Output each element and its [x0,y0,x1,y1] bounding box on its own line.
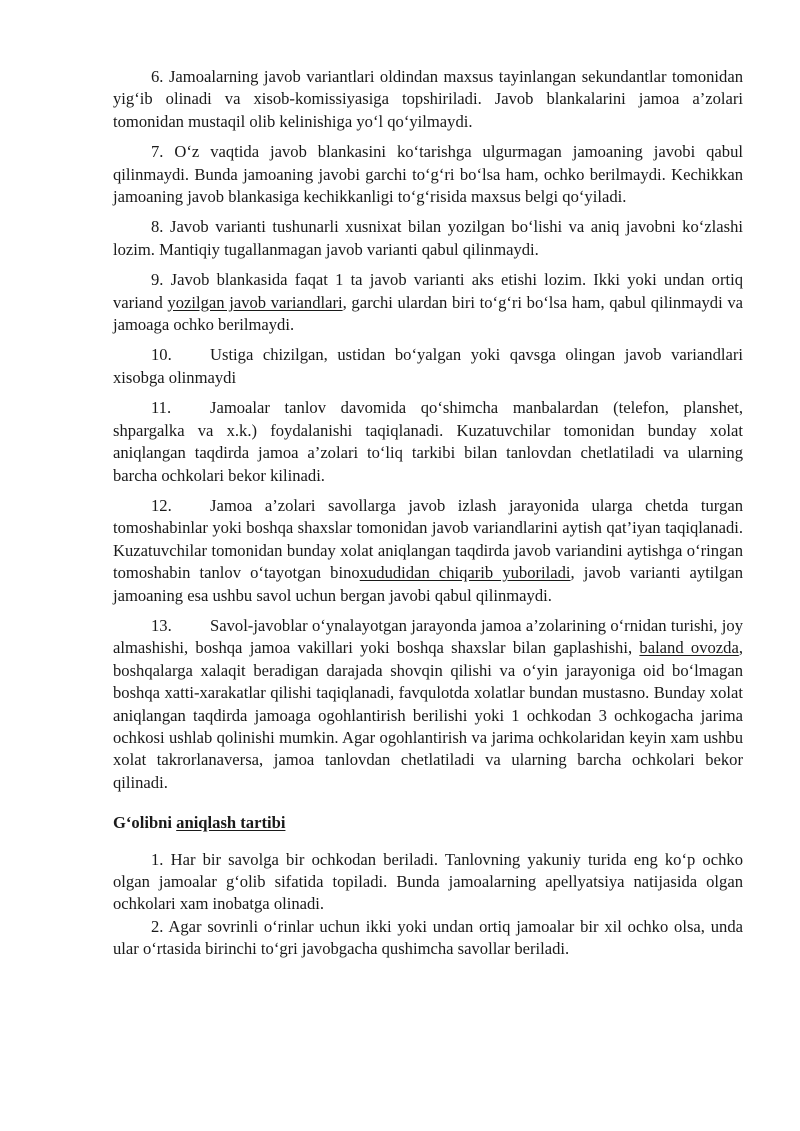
rule-text: Jamoalar tanlov davomida qo‘shimcha manbalardan (telefon, planshet, shpargalka va x.k.) foydalanishi taqiqlanadi. Kuzatuvchilar tomonidan bunday xolat aniqlangan taqdirda jamoa a’zolari to‘liq tarkibi bilan tanlovdan chetlatiladi va ularning barcha ochkolari bekor kilinadi. [113,398,743,485]
rule-paragraph [113,66,743,133]
underlined-text: baland ovozda [639,638,739,658]
rule-paragraph [113,269,743,336]
heading-prefix: G‘olibni [113,813,177,833]
rule-text: Jamoa a’zolari savollarga javob izlash jarayonida ularga chetda turgan tomoshabinlar yoki boshqa shaxslar tomonidan javob variandlarini aytish qat’iyan taqiqlanadi. Kuzatuvchilar tomonidan bunday xolat aniqlangan taqdirda javob variandini aytishga o‘ringan tomoshabin tanlov o‘tayotgan bino [113,495,743,583]
rule-text: Javob varianti tushunarli xusnixat bilan yozilgan bo‘lishi va aniq javobni ko‘zlashi lozim. Mantiqiy tugallanmagan javob varianti qabul qilinmaydi. [113,217,744,259]
section-heading [113,812,743,834]
winner-rule-number: 2. [151,916,164,936]
underlined-text: xududidan chiqarib yuboriladi [359,563,571,583]
rule-paragraph [113,397,743,487]
rule-number: 11. [151,398,172,418]
rule-paragraph [113,615,743,794]
rule-number: 13. [151,615,172,635]
winner-rule-number: 1. [151,849,164,869]
document-page [113,66,743,961]
rule-text: Jamoalarning javob variantlari oldindan maxsus tayinlangan sekundantlar tomonidan yig‘ib olinadi va xisob-komissiyasiga topshiriladi. Javob blankalarini jamoa a’zolari tomonidan mustaqil olib kelinishiga yo‘l qo‘yilmaydi. [113,67,743,131]
winner-rule-paragraph [113,849,743,916]
rule-text: , garchi ulardan biri to‘g‘ri bo‘lsa ham, qabul qilinmaydi va jamoaga ochko berilmaydi. [113,292,744,335]
heading-underlined: aniqlash tartibi [176,813,286,833]
rule-text: Savol-javoblar o‘ynalayotgan jarayonda jamoa a’zolarining o‘rnidan turishi, joy almashishi, boshqa jamoa vakillari yoki boshqa shaxslar bilan gaplashishi, [113,615,743,658]
winner-rule-paragraph [113,916,743,961]
winner-rules-list [113,849,743,961]
rule-paragraph [113,495,743,607]
rule-paragraph [113,216,743,261]
winner-rule-text: Har bir savolga bir ochkodan beriladi. Tanlovning yakuniy turida eng ko‘p ochko olgan jamoalar g‘olib sifatida topiladi. Bunda jamoalarning apellyatsiya natijasida olgan ochkolari xam inobatga olinadi. [113,849,743,914]
rule-number: 6. [151,67,164,86]
rule-text: , javob varianti aytilgan jamoaning esa ushbu savol uchun bergan javobi qabul qilinmaydi. [113,563,743,605]
rule-number: 10. [151,345,172,365]
rule-number: 9. [151,270,164,290]
rule-text: Ustiga chizilgan, ustidan bo‘yalgan yoki qavsga olingan javob variandlari xisobga olinmaydi [113,345,743,387]
rule-number: 12. [151,495,172,515]
rule-text: Javob blankasida faqat 1 ta javob varianti aks etishi lozim. Ikki yoki undan ortiq variand [113,270,743,312]
rules-list [113,66,743,794]
underlined-text: yozilgan javob variandlari [167,292,343,312]
rule-paragraph [113,141,743,208]
rule-text: O‘z vaqtida javob blankasini ko‘tarishga ulgurmagan jamoaning javobi qabul qilinmaydi. Bunda jamoaning javobi garchi to‘g‘ri bo‘lsa ham, ochko berilmaydi. Kechikkan jamoaning javob blankasiga kechikkanligi to‘g‘risida maxsus belgi qo‘yiladi. [113,142,743,207]
rule-number: 7. [151,142,164,162]
winner-rule-text: Agar sovrinli o‘rinlar uchun ikki yoki undan ortiq jamoalar bir xil ochko olsa, unda ular o‘rtasida birinchi to‘gri javobgacha qushimcha savollar beriladi. [113,916,743,959]
rule-number: 8. [151,217,164,237]
rule-text: , boshqalarga xalaqit beradigan darajada shovqin qilishi va o‘yin jarayoniga oid bo‘lmagan boshqa xatti-xarakatlar qilishi taqiqlanadi, favqulotda xolatlar bundan mustasno. Bunday xolat aniqlangan taqdirda jamoaga ogohlantirish berilishi yoki 1 ochkodan 3 ochkogacha jarima ochkosi ushlab qolinishi mumkin. Agar ogohlantirish va jarima ochkolaridan keyin xam ushbu xolat takrorlanaversa, jamoa tanlovdan chetlatiladi va ularning barcha ochkolari bekor qilinadi. [113,638,743,792]
rule-paragraph [113,344,743,389]
